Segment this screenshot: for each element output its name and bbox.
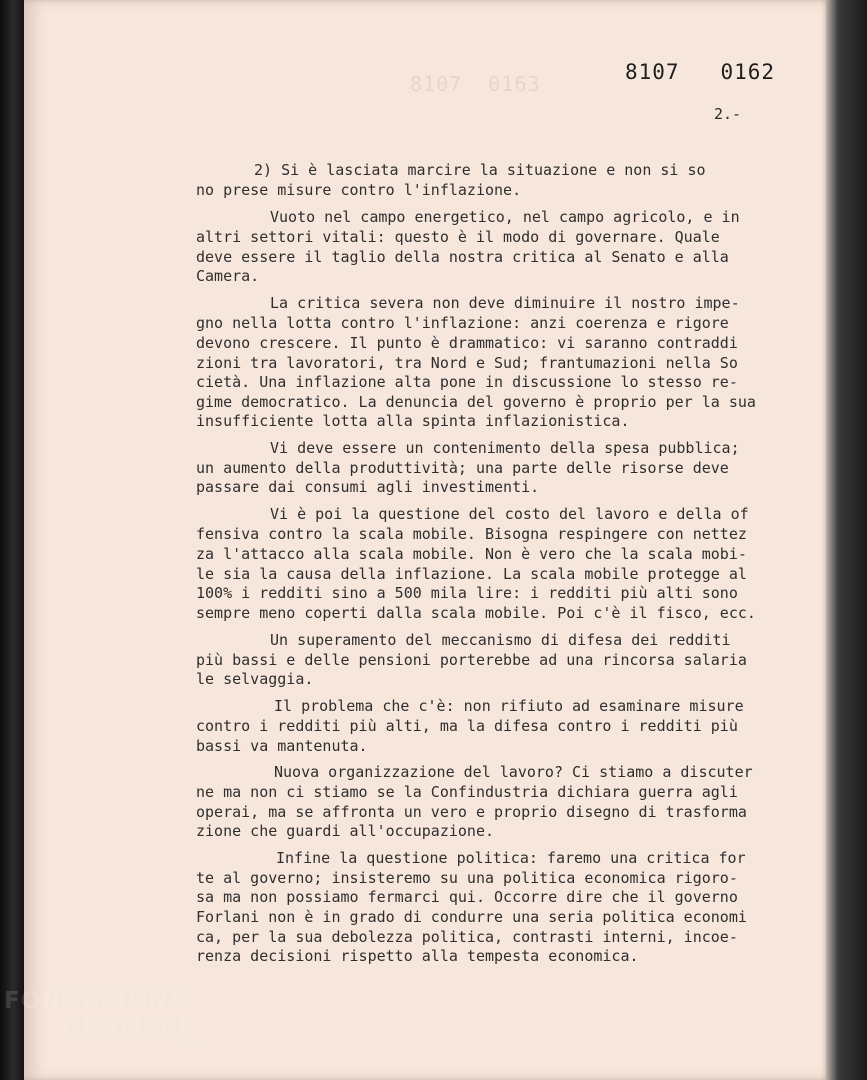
text-line: La critica severa non deve diminuire il nostro impe- [270, 294, 740, 312]
text-line: renza decisioni rispetto alla tempesta economica. [196, 947, 639, 965]
text-line: Vi deve essere un contenimento della spesa pubblica; [270, 439, 740, 457]
text-line: Nuova organizzazione del lavoro? Ci stiamo a discuter [274, 763, 753, 781]
text-line: gime democratico. La denuncia del governo è proprio per la sua [196, 393, 756, 411]
text-line: passare dai consumi agli investimenti. [196, 478, 540, 496]
text-line: za l'attacco alla scala mobile. Non è vero che la scala mobi- [196, 545, 747, 563]
text-line: sa ma non possiamo fermarci qui. Occorre dire che il governo [196, 888, 738, 906]
text-line: sempre meno coperti dalla scala mobile. Poi c'è il fisco, ecc. [196, 604, 756, 622]
text-line: le sia la causa della inflazione. La scala mobile protegge al [196, 565, 747, 583]
archive-number: 8107 0162 [625, 60, 776, 84]
text-line: te al governo; insisteremo su una politica economica rigoro- [196, 869, 738, 887]
text-line: devono crescere. Il punto è drammatico: vi saranno contraddi [196, 334, 738, 352]
text-line: più bassi e delle pensioni porterebbe ad una rincorsa salaria [196, 651, 747, 669]
text-line: ne ma non ci stiamo se la Confindustria dichiara guerra agli [196, 783, 738, 801]
page-number: 2.- [714, 105, 742, 123]
text-line: fensiva contro la scala mobile. Bisogna respingere con nettez [196, 525, 747, 543]
text-line: le selvaggia. [196, 670, 314, 688]
text-line: cietà. Una inflazione alta pone in discussione lo stesso re- [196, 373, 738, 391]
text-line: zioni tra lavoratori, tra Nord e Sud; frantumazioni nella So [196, 354, 738, 372]
text-line: zione che guardi all'occupazione. [196, 822, 495, 840]
text-line: ca, per la sua debolezza politica, contrasti interni, incoe- [196, 928, 738, 946]
text-line: altri settori vitali: questo è il modo di governare. Quale [196, 228, 720, 246]
text-line: Camera. [196, 267, 260, 285]
text-line: no prese misure contro l'inflazione. [196, 181, 522, 199]
text-line: contro i redditi più alti, ma la difesa contro i redditi più [196, 717, 738, 735]
bleed-through-archive-number: 8107 0163 [410, 72, 541, 96]
text-line: Forlani non è in grado di condurre una seria politica economi [196, 908, 747, 926]
text-line: 2) Si è lasciata marcire la situazione e non si so [254, 161, 706, 179]
text-line: 100% i redditi sino a 500 mila lire: i redditi più alti sono [196, 584, 738, 602]
text-line: operai, ma se affronta un vero e proprio disegno di trasforma [196, 803, 747, 821]
text-line: Infine la questione politica: faremo una critica for [276, 849, 746, 867]
text-line: Vuoto nel campo energetico, nel campo agricolo, e in [270, 208, 740, 226]
watermark-line-1: FONDAZIONE [4, 988, 186, 1014]
text-line: un aumento della produttività; una parte delle risorse deve [196, 459, 729, 477]
text-line: Un superamento del meccanismo di difesa dei redditi [270, 631, 731, 649]
text-line: deve essere il taglio della nostra critica al Senato e alla [196, 248, 729, 266]
text-line: gno nella lotta contro l'inflazione: anzi coerenza e rigore [196, 314, 729, 332]
fondazione-gramsci-watermark [4, 988, 214, 1050]
text-line: Vi è poi la questione del costo del lavoro e della of [270, 505, 749, 523]
watermark-line-2: GRAMSCI [62, 1014, 189, 1040]
watermark-line-3: onlus [176, 1040, 206, 1050]
text-line: bassi va mantenuta. [196, 737, 368, 755]
text-line: Il problema che c'è: non rifiuto ad esaminare misure [274, 697, 744, 715]
text-line: insufficiente lotta alla spinta inflazionistica. [196, 412, 630, 430]
